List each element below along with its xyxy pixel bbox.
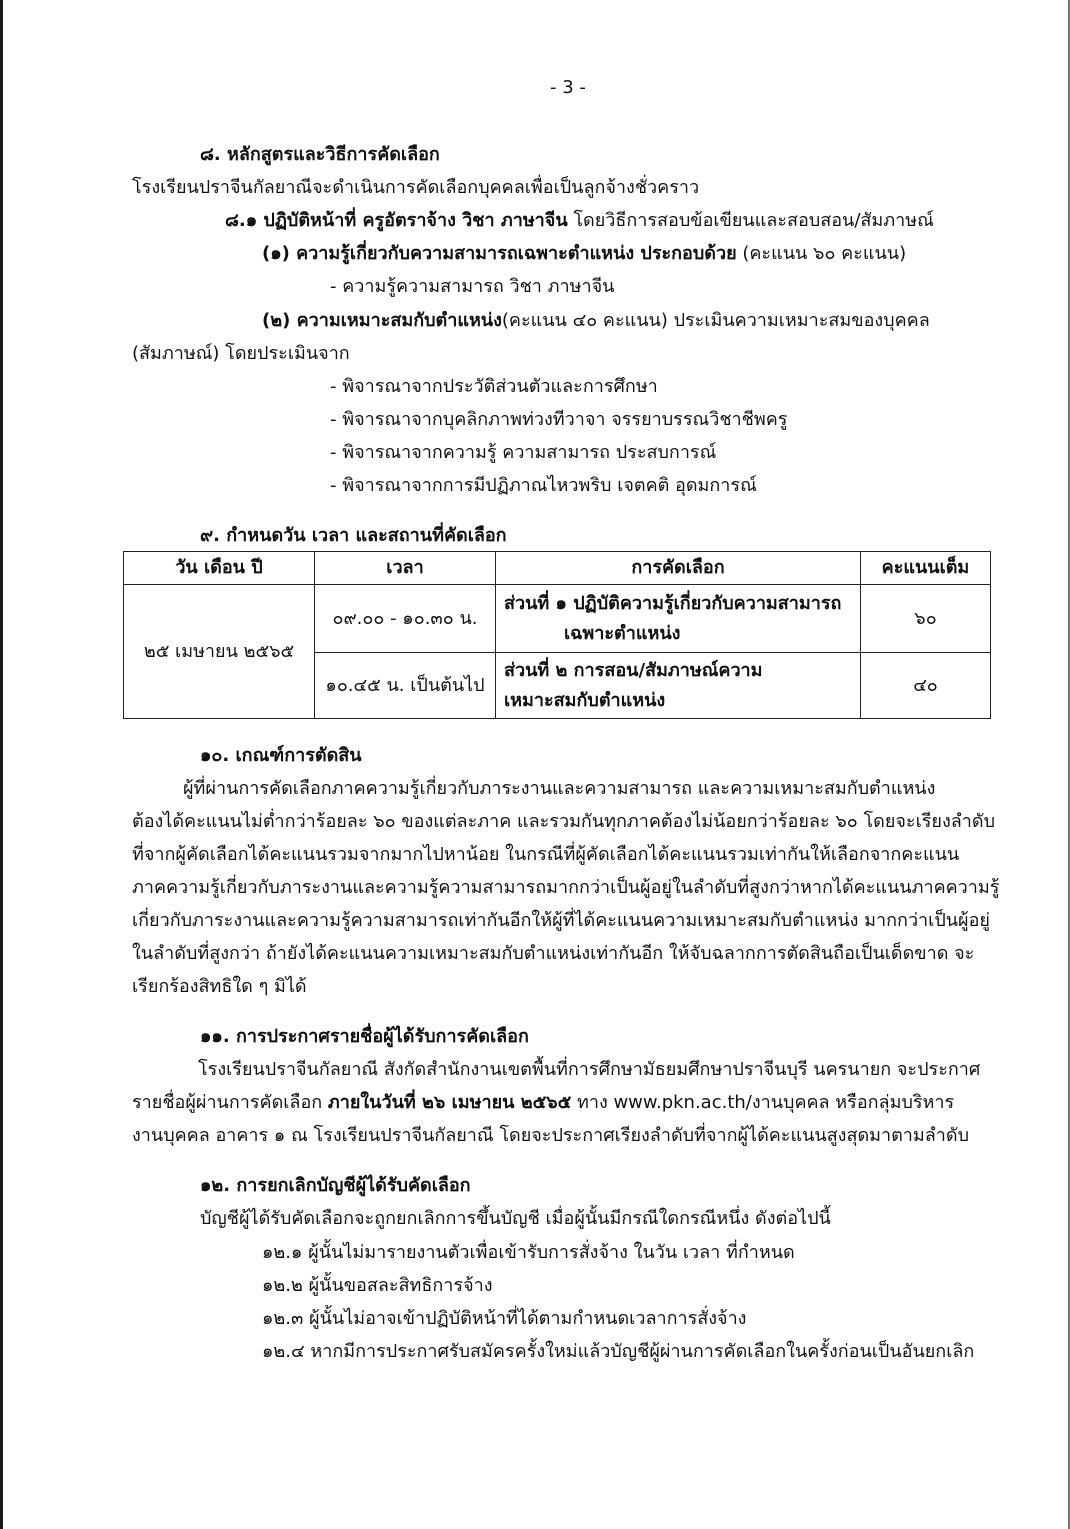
paragraph-line: เรียกร้องสิทธิใด ๆ มิได้ <box>132 976 307 997</box>
paragraph-line: งานบุคคล อาคาร ๑ ณ โรงเรียนปราจีนกัลยาณี โดยจะประกาศเรียงลำดับที่จากผู้ได้คะแนนสูงสุดมาตามลำดับ <box>132 1125 970 1146</box>
page-number: - 3 - <box>550 77 586 98</box>
paragraph-line <box>132 1090 954 1116</box>
header-date: วัน เดือน ปี <box>124 552 315 585</box>
criteria-point: - พิจารณาจากบุคลิกภาพท่วงทีวาจา จรรยาบรรณวิชาชีพครู <box>330 409 788 430</box>
announce-channel: ทาง www.pkn.ac.th/งานบุคคล หรือกลุ่มบริหาร <box>571 1092 955 1113</box>
activity-cell <box>496 653 861 719</box>
paragraph-line: ที่จากผู้คัดเลือกได้คะแนนรวมจากมากไปหาน้อย ในกรณีที่ผู้คัดเลือกได้คะแนนรวมเท่ากันให้เลือกจากคะแนน <box>132 844 960 865</box>
section-10-heading: ๑๐. เกณฑ์การตัดสิน <box>200 745 362 766</box>
activity-line: เหมาะสมกับตำแหน่ง <box>504 689 666 711</box>
schedule-table <box>123 551 991 719</box>
item-1-point: - ความรู้ความสามารถ วิชา ภาษาจีน <box>330 276 615 297</box>
header-time: เวลา <box>315 552 496 585</box>
section-8-item-1 <box>262 241 906 267</box>
header-activity: การคัดเลือก <box>496 552 861 585</box>
page-edge-left <box>0 0 3 1529</box>
score-cell: ๖๐ <box>861 585 991 653</box>
activity-line: ส่วนที่ ๑ ปฏิบัติความรู้เกี่ยวกับความสามารถ <box>504 592 842 614</box>
criteria-point: - พิจารณาจากการมีปฏิภาณไหวพริบ เจตคติ อุดมการณ์ <box>330 475 757 496</box>
item-2-score: (คะแนน ๔๐ คะแนน) ประเมินความเหมาะสมของบุคคล <box>501 310 930 331</box>
section-8-intro: โรงเรียนปราจีนกัลยาณีจะดำเนินการคัดเลือกบุคคลเพื่อเป็นลูกจ้างชั่วคราว <box>132 177 700 198</box>
section-9-heading: ๙. กำหนดวัน เวลา และสถานที่คัดเลือก <box>200 525 507 546</box>
section-8-1-title: ๘.๑ ปฏิบัติหน้าที่ ครูอัตราจ้าง วิชา ภาษาจีน <box>225 210 568 231</box>
paragraph-line: ผู้ที่ผ่านการคัดเลือกภาคความรู้เกี่ยวกับภาระงานและความสามารถ และความเหมาะสมกับตำแหน่ง <box>183 778 936 799</box>
section-11-heading: ๑๑. การประกาศรายชื่อผู้ได้รับการคัดเลือก <box>200 1026 529 1047</box>
criteria-point: - พิจารณาจากความรู้ ความสามารถ ประสบการณ์ <box>330 442 717 463</box>
cancellation-item: ๑๒.๒ ผู้นั้นขอสละสิทธิการจ้าง <box>262 1275 493 1296</box>
table-header-row <box>124 552 991 585</box>
criteria-point: - พิจารณาจากประวัติส่วนตัวและการศึกษา <box>330 376 658 397</box>
section-8-1-line <box>225 208 934 234</box>
paragraph-line: ภาคความรู้เกี่ยวกับภาระงานและความรู้ความสามารถมากกว่าเป็นผู้อยู่ในลำดับที่สูงกว่าหากได้คะแนนภาคความรู้ <box>132 877 1000 898</box>
time-cell: ๑๐.๔๕ น. เป็นต้นไป <box>315 653 496 719</box>
activity-cell <box>496 585 861 653</box>
cancellation-item: ๑๒.๔ หากมีการประกาศรับสมัครครั้งใหม่แล้วบัญชีผู้ผ่านการคัดเลือกในครั้งก่อนเป็นอันยกเลิก <box>262 1341 975 1362</box>
paragraph-line: เกี่ยวกับภาระงานและความรู้ความสามารถเท่ากันอีกให้ผู้ที่ได้คะแนนความเหมาะสมกับตำแหน่ง มากกว่าเป็นผู้อยู่ <box>132 910 990 931</box>
item-1-title: (๑) ความรู้เกี่ยวกับความสามารถเฉพาะตำแหน่ง ประกอบด้วย <box>262 243 737 264</box>
section-8-1-method: โดยวิธีการสอบข้อเขียนและสอบสอน/สัมภาษณ์ <box>567 210 934 231</box>
header-full-score: คะแนนเต็ม <box>861 552 991 585</box>
section-12-intro: บัญชีผู้ได้รับคัดเลือกจะถูกยกเลิกการขึ้นบัญชี เมื่อผู้นั้นมีกรณีใดกรณีหนึ่ง ดังต่อไปนี้ <box>200 1208 831 1229</box>
paragraph-line: โรงเรียนปราจีนกัลยาณี สังกัดสำนักงานเขตพื้นที่การศึกษามัธยมศึกษาปราจีนบุรี นครนายก จะประกาศ <box>198 1059 981 1080</box>
section-8-heading: ๘. หลักสูตรและวิธีการคัดเลือก <box>200 144 440 165</box>
date-cell: ๒๕ เมษายน ๒๕๖๕ <box>124 585 315 719</box>
item-2-title: (๒) ความเหมาะสมกับตำแหน่ง <box>262 310 502 331</box>
activity-line: เฉพาะตำแหน่ง <box>564 622 681 644</box>
item-1-score: (คะแนน ๖๐ คะแนน) <box>736 243 907 264</box>
cancellation-item: ๑๒.๑ ผู้นั้นไม่มารายงานตัวเพื่อเข้ารับการสั่งจ้าง ในวัน เวลา ที่กำหนด <box>262 1242 795 1263</box>
paragraph-line: ต้องได้คะแนนไม่ต่ำกว่าร้อยละ ๖๐ ของแต่ละภาค และรวมกันทุกภาคต้องไม่น้อยกว่าร้อยละ ๖๐ โดยจะเรียงลำดับ <box>132 811 995 832</box>
paragraph-line: ในลำดับที่สูงกว่า ถ้ายังได้คะแนนความเหมาะสมกับตำแหน่งเท่ากันอีก ให้จับฉลากการตัดสินถือเป็นเด็ดขาด จะ <box>132 943 975 964</box>
cancellation-item: ๑๒.๓ ผู้นั้นไม่อาจเข้าปฏิบัติหน้าที่ได้ตามกำหนดเวลาการสั่งจ้าง <box>262 1308 747 1329</box>
score-cell: ๔๐ <box>861 653 991 719</box>
section-8-item-2 <box>262 308 930 334</box>
table-row <box>124 585 991 653</box>
announce-date: ภายในวันที่ ๒๖ เมษายน ๒๕๖๕ <box>327 1092 572 1113</box>
section-12-heading: ๑๒. การยกเลิกบัญชีผู้ได้รับคัดเลือก <box>200 1175 471 1196</box>
announce-text: รายชื่อผู้ผ่านการคัดเลือก <box>132 1092 328 1113</box>
item-2-continuation: (สัมภาษณ์) โดยประเมินจาก <box>132 343 350 364</box>
time-cell: ๐๙.๐๐ - ๑๐.๓๐ น. <box>315 585 496 653</box>
activity-line: ส่วนที่ ๒ การสอน/สัมภาษณ์ความ <box>504 659 763 681</box>
